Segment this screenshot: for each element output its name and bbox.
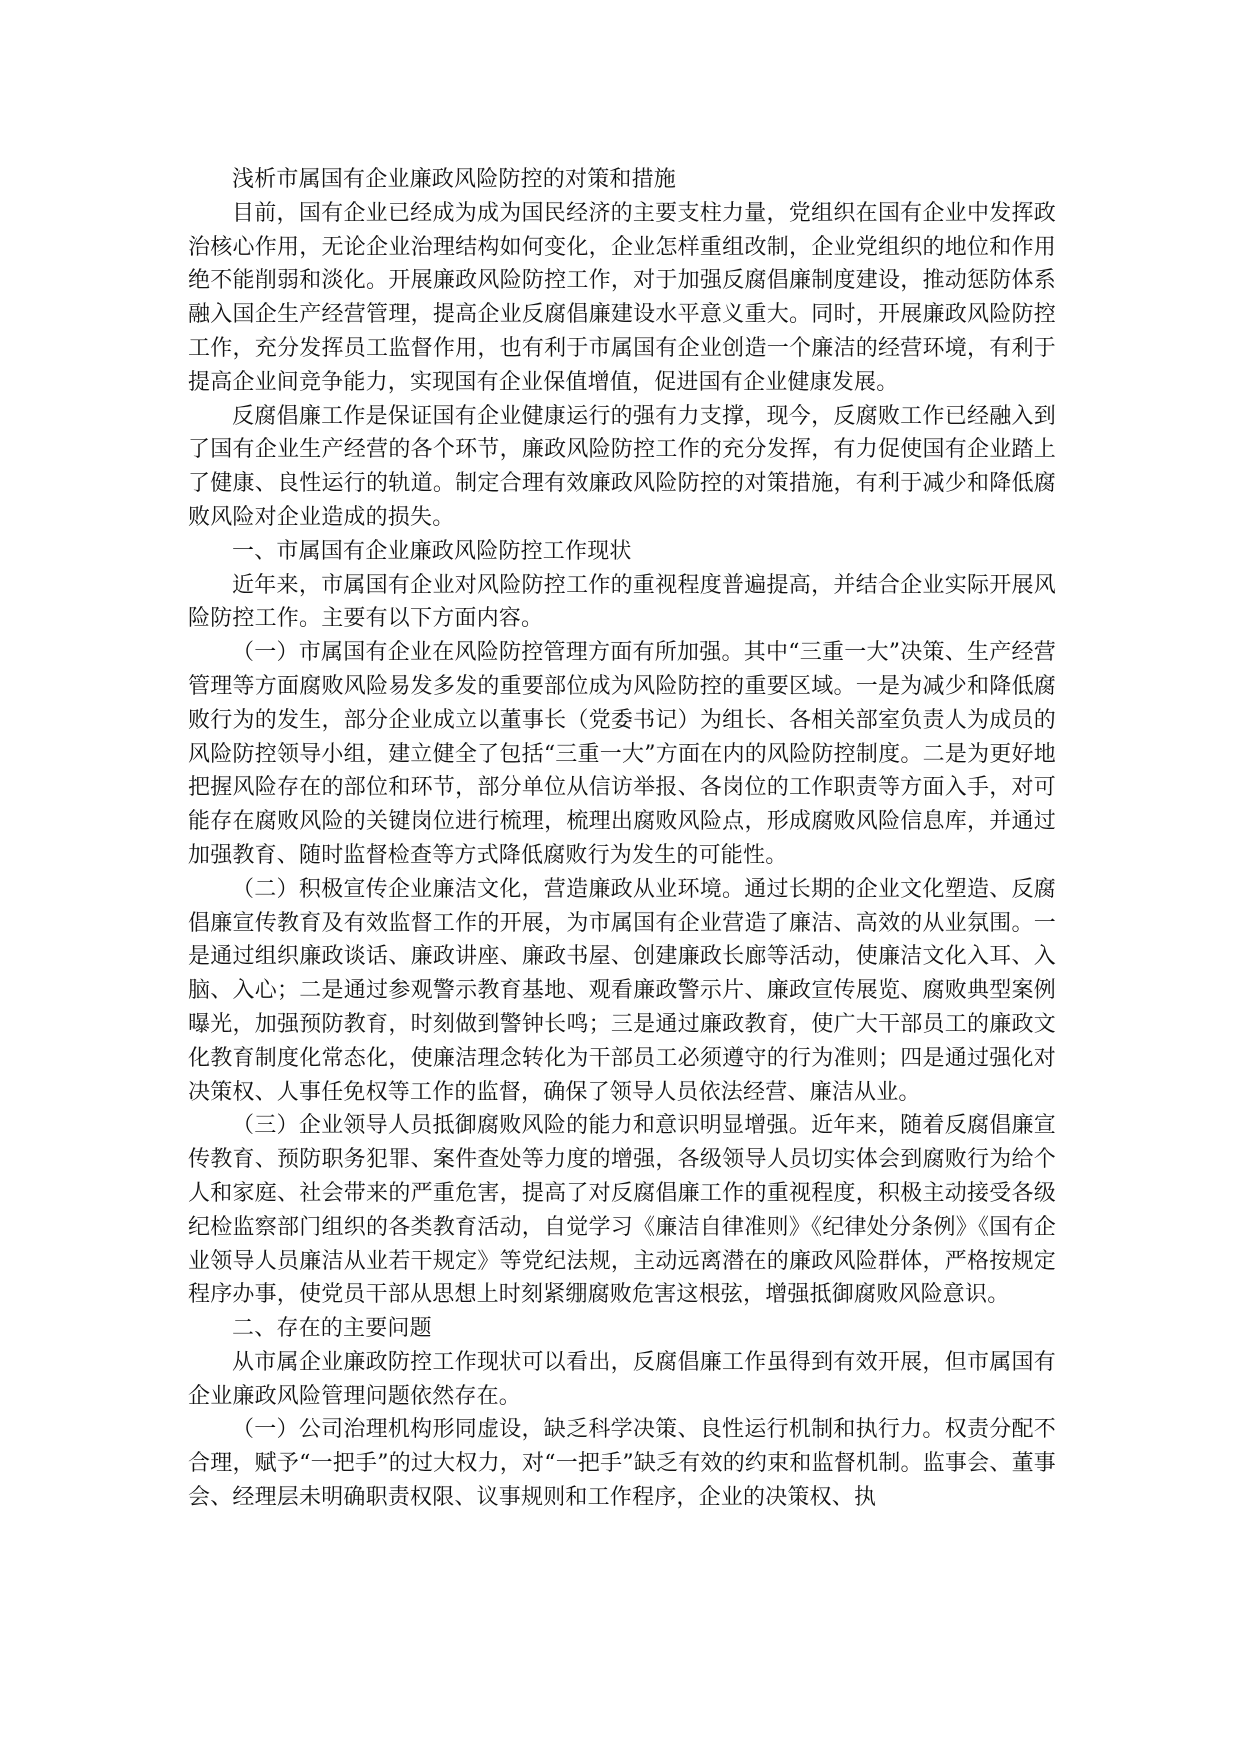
section-status-item-3: （三）企业领导人员抵御腐败风险的能力和意识明显增强。近年来，随着反腐倡廉宣传教育、预防职务犯罪、案件查处等力度的增强，各级领导人员切实体会到腐败行为给个人和家庭、社会带来的严重危害，提高了对反腐倡廉工作的重视程度，积极主动接受各级纪检监察部门组织的各类教育活动，自觉学习《廉洁自律准则》《纪律处分条例》《国有企业领导人员廉洁从业若干规定》等党纪法规，主动远离潜在的廉政风险群体，严格按规定程序办事，使党员干部从思想上时刻紧绷腐败危害这根弦，增强抵御腐败风险意识。: [188, 1113, 1056, 1308]
document-title: 浅析市属国有企业廉政风险防控的对策和措施: [232, 167, 677, 192]
paragraph-background: 反腐倡廉工作是保证国有企业健康运行的强有力支撑，现今，反腐败工作已经融入到了国有企业生产经营的各个环节，廉政风险防控工作的充分发挥，有力促使国有企业踏上了健康、良性运行的轨道。制定合理有效廉政风险防控的对策措施，有利于减少和降低腐败风险对企业造成的损失。: [188, 403, 1056, 530]
section-heading-status: 一、市属国有企业廉政风险防控工作现状: [232, 538, 632, 564]
document-body: [188, 163, 1056, 1515]
section-heading-problems: 二、存在的主要问题: [232, 1316, 432, 1342]
section-problems-intro: 从市属企业廉政防控工作现状可以看出，反腐倡廉工作虽得到有效开展，但市属国有企业廉政风险管理问题依然存在。: [188, 1349, 1056, 1409]
paragraph-intro: 目前，国有企业已经成为成为国民经济的主要支柱力量，党组织在国有企业中发挥政治核心作用，无论企业治理结构如何变化，企业怎样重组改制，企业党组织的地位和作用绝不能削弱和淡化。开展廉政风险防控工作，对于加强反腐倡廉制度建设，推动惩防体系融入国企生产经营管理，提高企业反腐倡廉建设水平意义重大。同时，开展廉政风险防控工作，充分发挥员工监督作用，也有利于市属国有企业创造一个廉洁的经营环境，有利于提高企业间竞争能力，实现国有企业保值增值，促进国有企业健康发展。: [188, 200, 1056, 395]
section-problems-item-1: （一）公司治理机构形同虚设，缺乏科学决策、良性运行机制和执行力。权责分配不合理，赋予“一把手”的过大权力，对“一把手”缺乏有效的约束和监督机制。监事会、董事会、经理层未明确职责权限、议事规则和工作程序，企业的决策权、执: [188, 1417, 1056, 1511]
section-status-item-1: （一）市属国有企业在风险防控管理方面有所加强。其中“三重一大”决策、生产经营管理等方面腐败风险易发多发的重要部位成为风险防控的重要区域。一是为减少和降低腐败行为的发生，部分企业成立以董事长（党委书记）为组长、各相关部室负责人为成员的风险防控领导小组，建立健全了包括“三重一大”方面在内的风险防控制度。二是为更好地把握风险存在的部位和环节，部分单位从信访举报、各岗位的工作职责等方面入手，对可能存在腐败风险的关键岗位进行梳理，梳理出腐败风险点，形成腐败风险信息库，并通过加强教育、随时监督检查等方式降低腐败行为发生的可能性。: [188, 640, 1056, 868]
section-status-intro: 近年来，市属国有企业对风险防控工作的重视程度普遍提高，并结合企业实际开展风险防控工作。主要有以下方面内容。: [188, 572, 1056, 632]
section-status-item-2: （二）积极宣传企业廉洁文化，营造廉政从业环境。通过长期的企业文化塑造、反腐倡廉宣传教育及有效监督工作的开展，为市属国有企业营造了廉洁、高效的从业氛围。一是通过组织廉政谈话、廉政讲座、廉政书屋、创建廉政长廊等活动，使廉洁文化入耳、入脑、入心；二是通过参观警示教育基地、观看廉政警示片、廉政宣传展览、腐败典型案例曝光，加强预防教育，时刻做到警钟长鸣；三是通过廉政教育，使广大干部员工的廉政文化教育制度化常态化，使廉洁理念转化为干部员工必须遵守的行为准则；四是通过强化对决策权、人事任免权等工作的监督，确保了领导人员依法经营、廉洁从业。: [188, 876, 1056, 1105]
